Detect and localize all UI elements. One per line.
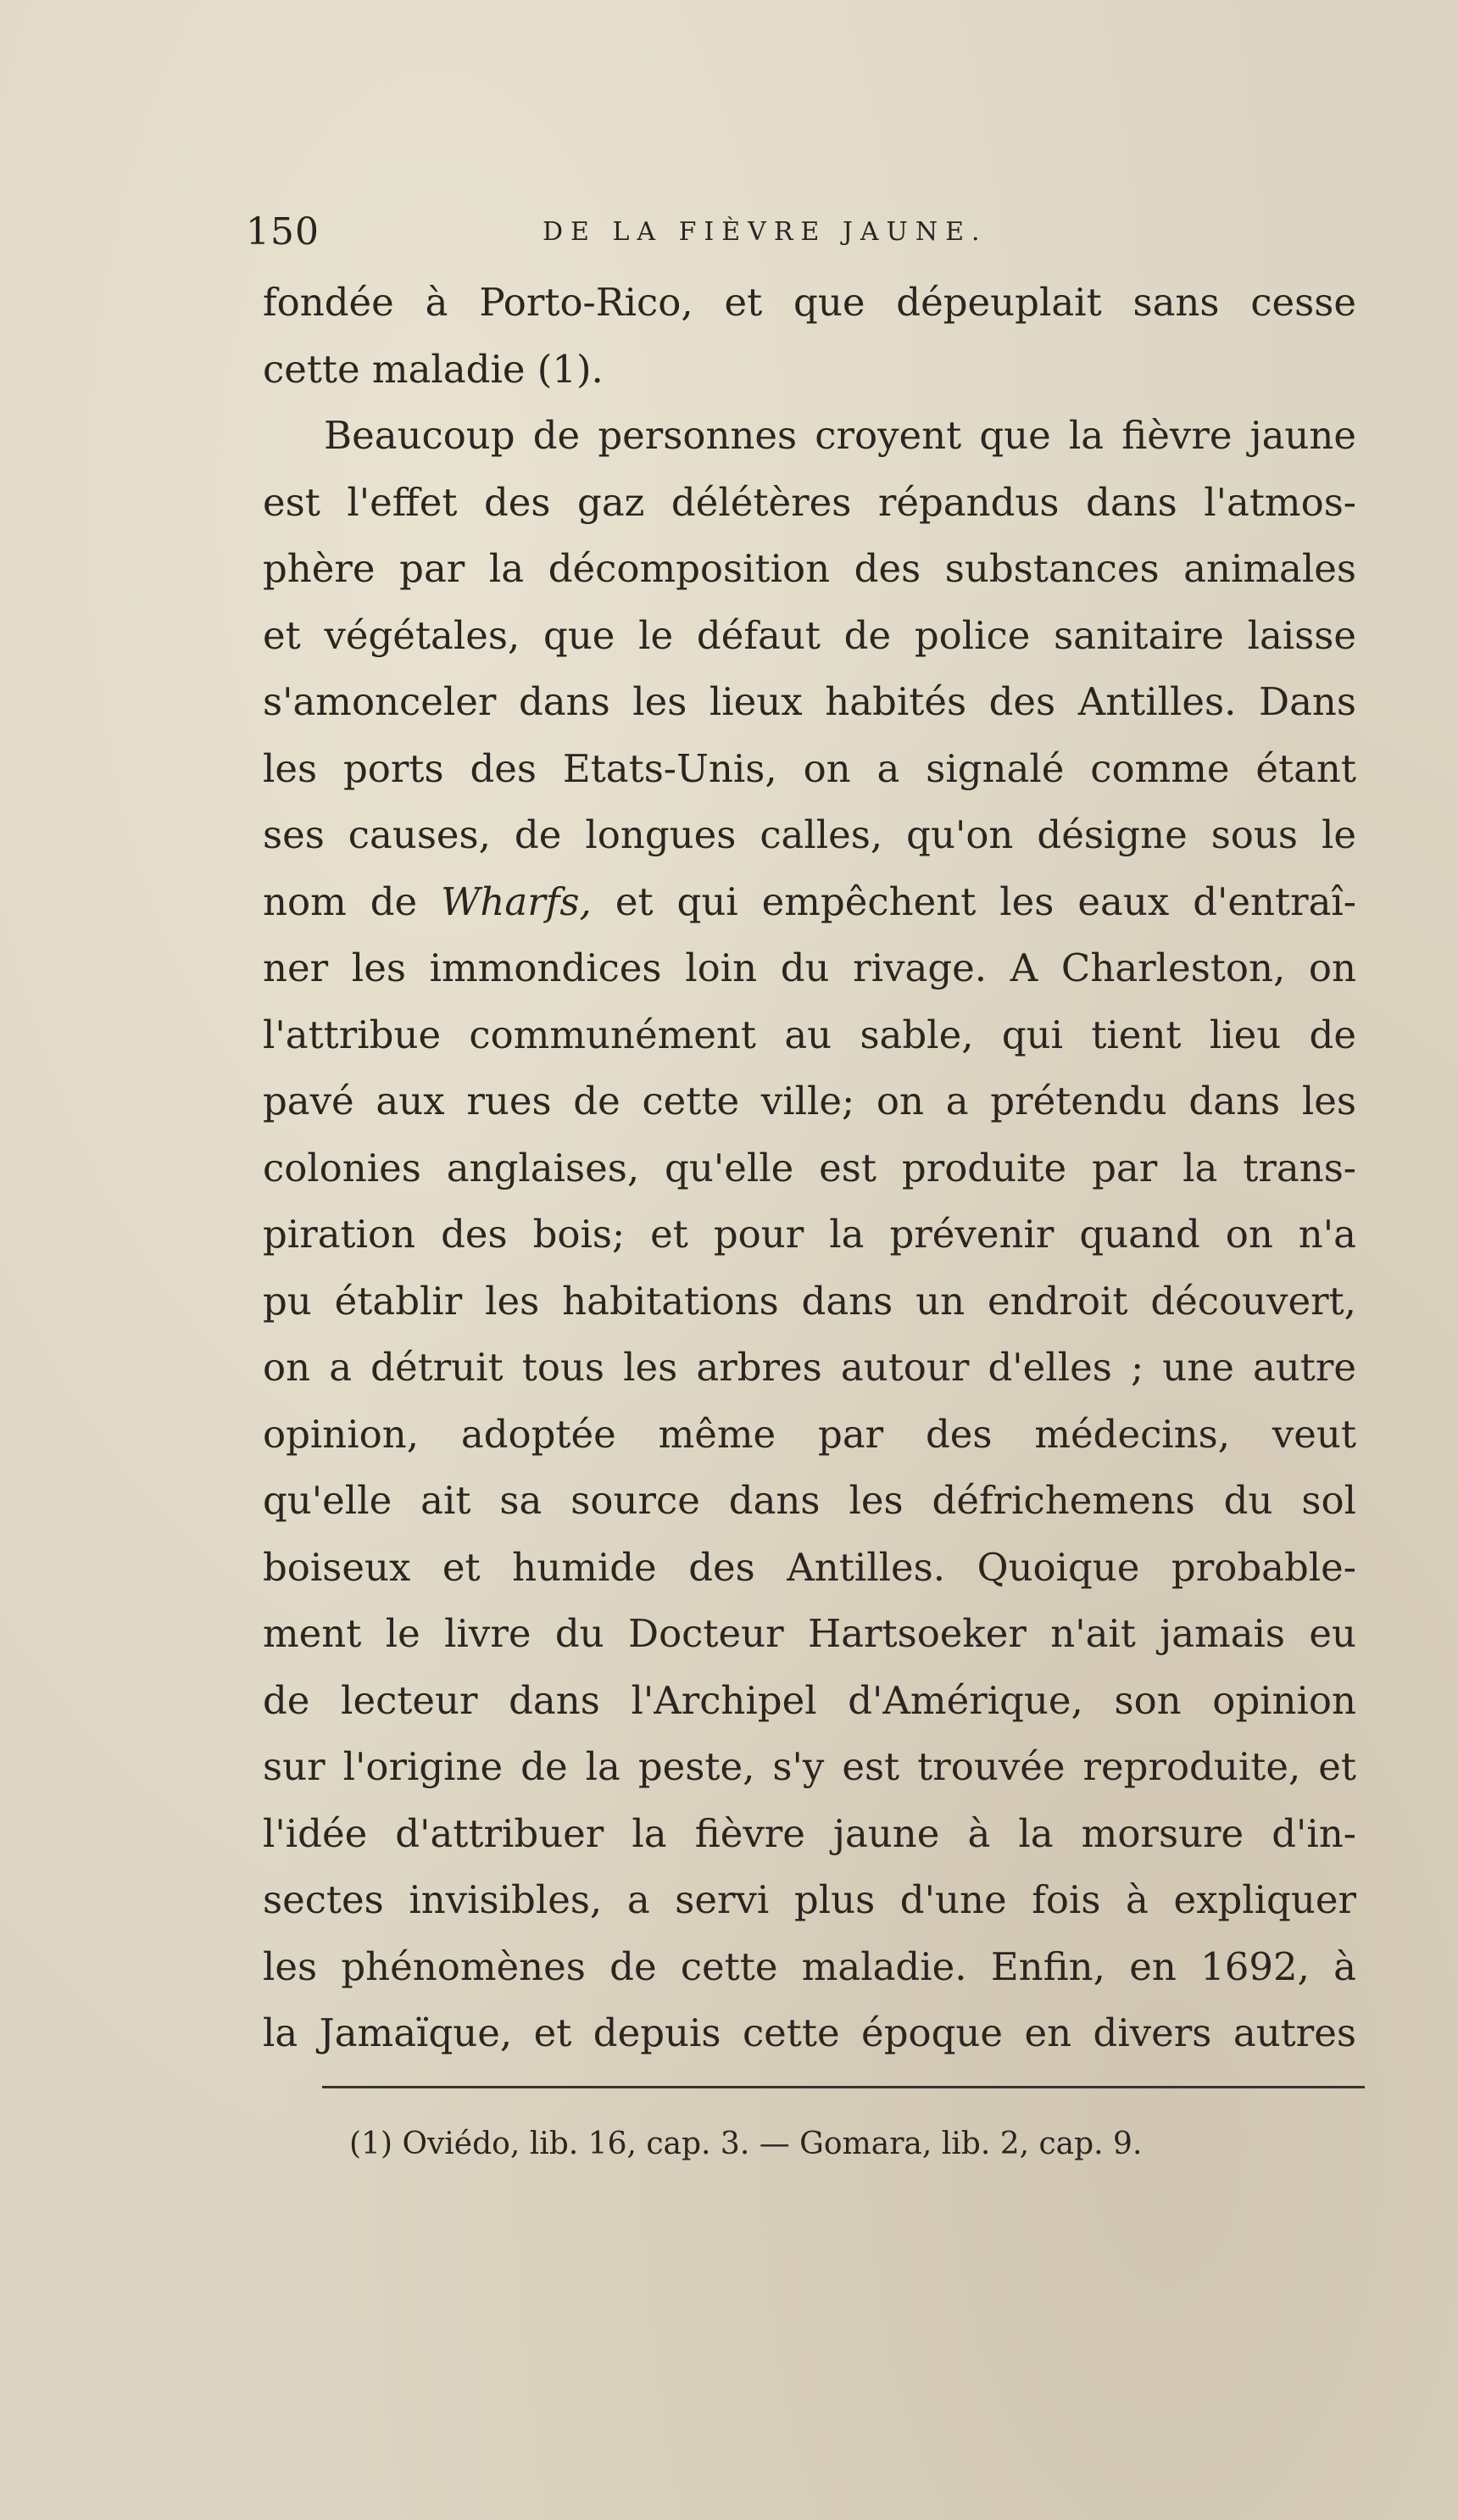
footnote: (1) Oviédo, lib. 16, cap. 3. — Gomara, lib. 2, cap. 9. xyxy=(349,2127,1143,2161)
text-line-8: les ports des Etats-Unis, on a signalé comme étant xyxy=(263,745,1356,791)
text-line-13: pavé aux rues de cette ville; on a prétendu dans les xyxy=(263,1079,1356,1123)
running-title: DE LA FIÈVRE JAUNE. xyxy=(543,217,988,247)
text-line-10-end: et qui empêchent les eaux d'entraî- xyxy=(615,878,1357,924)
text-line-9: ses causes, de longues calles, qu'on désigne sous le xyxy=(263,812,1356,857)
text-line-22: de lecteur dans l'Archipel d'Amérique, son opinion xyxy=(263,1677,1356,1723)
text-line-25: sectes invisibles, a servi plus d'une fois à expliquer xyxy=(263,1877,1356,1922)
text-line-16: pu établir les habitations dans un endroit découvert, xyxy=(263,1278,1356,1324)
running-head xyxy=(0,200,1458,259)
text-line-11: ner les immondices loin du rivage. A Charleston, on xyxy=(263,945,1356,990)
text-line-20: boiseux et humide des Antilles. Quoique probable- xyxy=(263,1544,1356,1590)
text-line-6: et végétales, que le défaut de police sanitaire laisse xyxy=(263,612,1356,658)
text-line-27: la Jamaïque, et depuis cette époque en divers autres xyxy=(263,2010,1356,2055)
text-line-26: les phénomènes de cette maladie. Enfin, en 1692, à xyxy=(263,1943,1356,1989)
page-number: 150 xyxy=(246,210,320,254)
text-line-7: s'amonceler dans les lieux habités des Antilles. Dans xyxy=(263,679,1356,724)
text-line-23: sur l'origine de la peste, s'y est trouvée reproduite, et xyxy=(263,1744,1356,1789)
text-line-21: ment le livre du Docteur Hartsoeker n'ait jamais eu xyxy=(263,1611,1356,1656)
text-line-15: piration des bois; et pour la prévenir quand on n'a xyxy=(263,1212,1356,1257)
text-line-2: cette maladie (1). xyxy=(263,346,604,392)
text-line-14: colonies anglaises, qu'elle est produite par la trans- xyxy=(263,1145,1356,1190)
text-line-1: fondée à Porto-Rico, et que dépeuplait sans cesse xyxy=(263,280,1356,325)
text-line-10 xyxy=(263,869,1356,936)
text-line-17: on a détruit tous les arbres autour d'elles ; une autre xyxy=(263,1345,1356,1390)
text-line-18: opinion, adoptée même par des médecins, veut xyxy=(263,1411,1356,1457)
wharfs-term: Wharfs, xyxy=(441,878,592,924)
text-line-4: est l'effet des gaz délétères répandus dans l'atmos- xyxy=(263,479,1356,525)
text-line-10-start: nom de xyxy=(263,878,418,924)
text-line-5: phère par la décomposition des substances animales xyxy=(263,546,1356,591)
text-line-19: qu'elle ait sa source dans les défrichemens du sol xyxy=(263,1478,1356,1523)
text-line-3: Beaucoup de personnes croyent que la fièvre jaune xyxy=(324,413,1356,458)
body-text xyxy=(263,270,1356,2067)
footnote-rule xyxy=(322,2086,1365,2088)
text-line-24: l'idée d'attribuer la fièvre jaune à la morsure d'in- xyxy=(263,1810,1356,1856)
text-line-12: l'attribue communément au sable, qui tient lieu de xyxy=(263,1012,1356,1057)
